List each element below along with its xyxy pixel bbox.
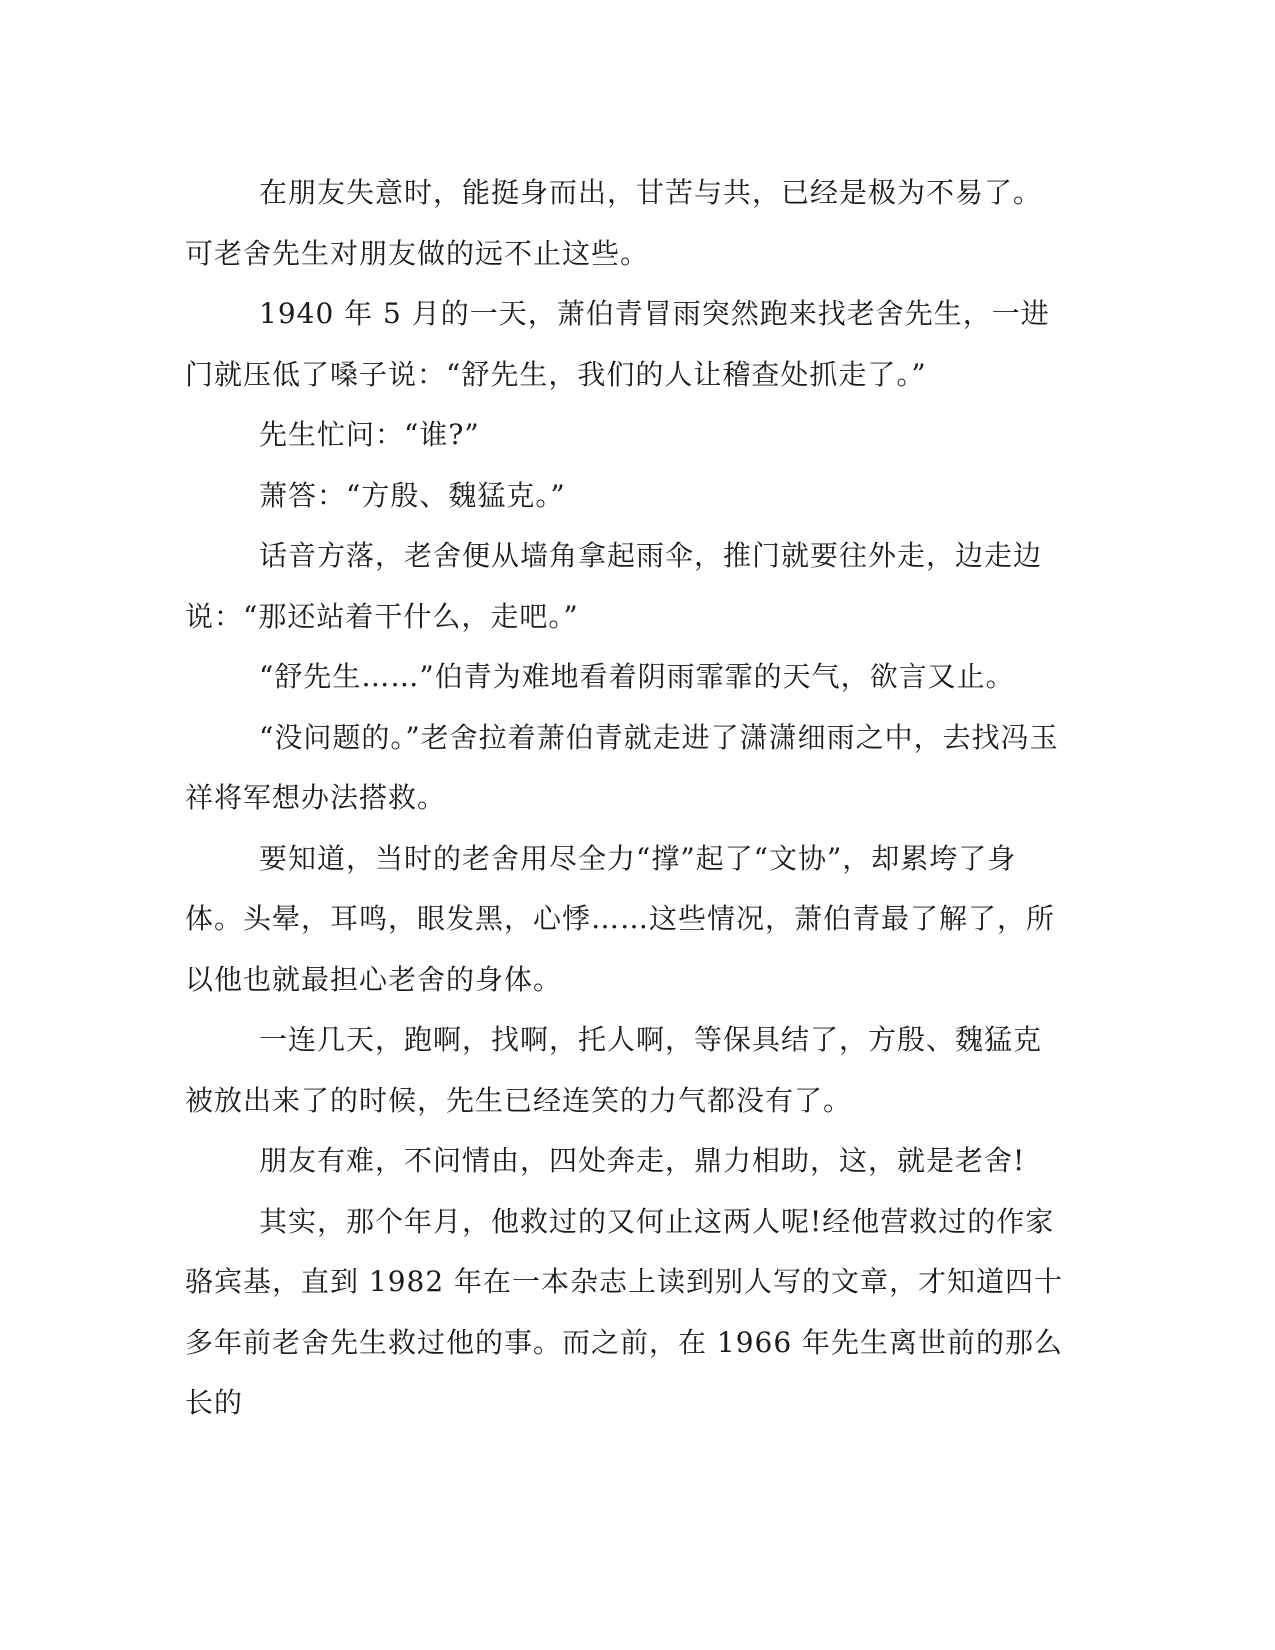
paragraph-3: 先生忙问：“谁?” [259, 418, 480, 451]
paragraph-6: “舒先生……”伯青为难地看着阴雨霏霏的天气，欲言又止。 [259, 660, 1015, 693]
paragraph-7: “没问题的。”老舍拉着萧伯青就走进了潇潇细雨之中，去找冯玉祥将军想办法搭救。 [185, 720, 1059, 814]
paragraph-8: 要知道，当时的老舍用尽全力“撑”起了“文协”，却累垮了身体。头晕，耳鸣，眼发黑，心悸……这些情况，萧伯青最了解了，所以他也就最担心老舍的身体。 [185, 841, 1056, 996]
paragraph-5: 话音方落，老舍便从墙角拿起雨伞，推门就要往外走，边走边说：“那还站着干什么，走吧。” [185, 539, 1043, 633]
paragraph-4: 萧答：“方殷、魏猛克。” [259, 478, 566, 512]
body-text [185, 163, 1065, 1434]
paragraph-1: 在朋友失意时，能挺身而出，甘苦与共，已经是极为不易了。可老舍先生对朋友做的远不止这些。 [185, 176, 1043, 270]
paragraph-11: 其实，那个年月，他救过的又何止这两人呢!经他营救过的作家骆宾基，直到 1982 年在一本杂志上读到别人写的文章，才知道四十多年前老舍先生救过他的事。而之前，在 1966 年先生离世前的那么长的 [185, 1204, 1064, 1419]
paragraph-10: 朋友有难，不问情由，四处奔走，鼎力相助，这，就是老舍! [259, 1144, 1026, 1177]
paragraph-9: 一连几天，跑啊，找啊，托人啊，等保具结了，方殷、魏猛克被放出来了的时候，先生已经连笑的力气都没有了。 [185, 1023, 1043, 1117]
paragraph-2: 1940 年 5 月的一天，萧伯青冒雨突然跑来找老舍先生，一进门就压低了嗓子说：“舒先生，我们的人让稽查处抓走了。” [185, 297, 1050, 391]
